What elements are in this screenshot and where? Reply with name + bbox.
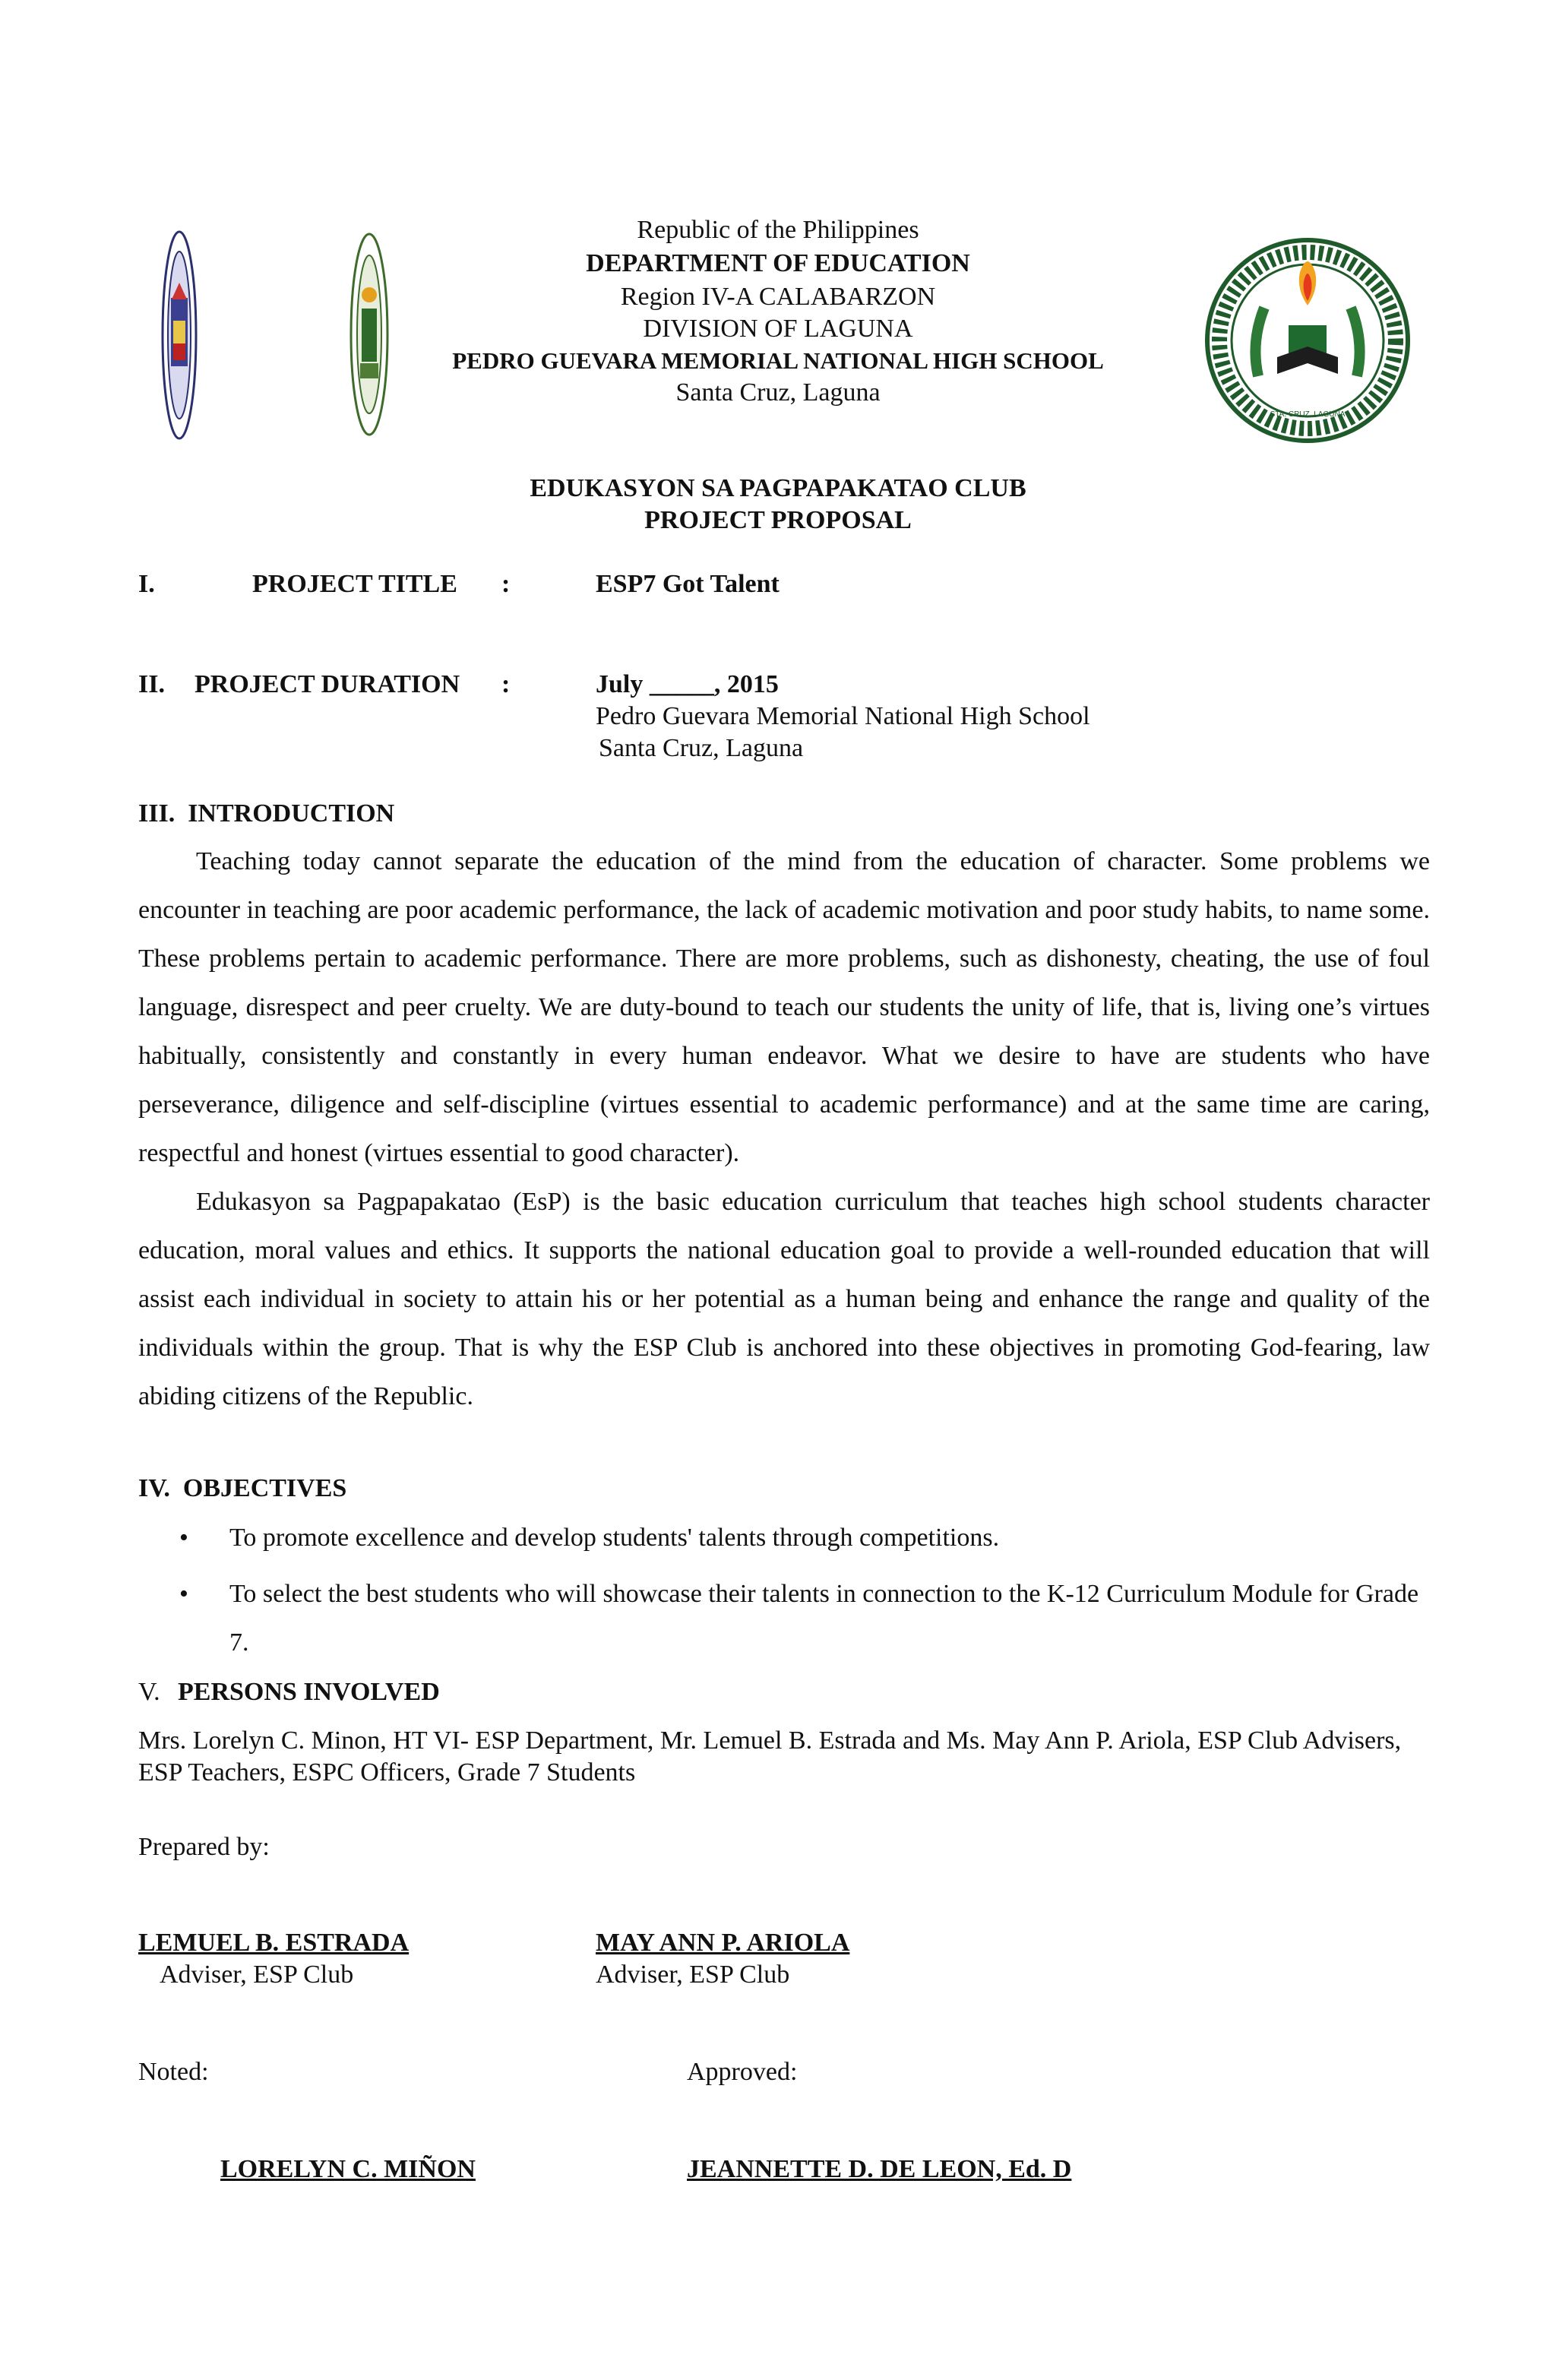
- header-department: DEPARTMENT OF EDUCATION: [586, 249, 970, 277]
- section-5-number: V.: [138, 1678, 160, 1706]
- objective-text: To select the best students who will showcase their talents in connection to the K-12 Curriculum Module for Grade 7.: [229, 1580, 1419, 1657]
- persons-involved-heading: PERSONS INVOLVED: [178, 1678, 440, 1706]
- noted-label: Noted:: [138, 2058, 209, 2086]
- header-region: Region IV-A CALABARZON: [620, 283, 936, 311]
- header-location: Santa Cruz, Laguna: [675, 378, 881, 407]
- bullet-icon: •: [179, 1580, 188, 1608]
- introduction-heading: III. INTRODUCTION: [138, 799, 395, 828]
- duration-location: Santa Cruz, Laguna: [599, 734, 804, 762]
- signatory-estrada-name: LEMUEL B. ESTRADA: [138, 1929, 410, 1957]
- header-republic: Republic of the Philippines: [637, 216, 919, 244]
- signatory-estrada-role: Adviser, ESP Club: [160, 1961, 354, 1989]
- project-duration-value: July _____, 2015: [596, 670, 779, 698]
- introduction-body: [138, 837, 1430, 1421]
- section-1-number: I.: [138, 570, 155, 598]
- introduction-paragraph-1: Teaching today cannot separate the education of the mind from the education of character. Some problems we encounter in teaching are poor academic performance, the lack of academic motivation and poor study habits, to name some. These problems pertain to academic performance. There are more problems, such as dishonesty, cheating, the use of foul language, disrespect and peer cruelty. We are duty-bound to teach our students the unity of life, that is, living one’s virtues habitually, consistently and constantly in every human endeavor. What we desire to have are students who have perseverance, diligence and self-discipline (virtues essential to academic performance) and at the same time are caring, respectful and honest (virtues essential to good character).: [138, 847, 1430, 1167]
- section-1-colon: :: [501, 570, 511, 598]
- signatory-deleon-name: JEANNETTE D. DE LEON, Ed. D: [687, 2155, 1072, 2183]
- prepared-by-label: Prepared by:: [138, 1833, 270, 1861]
- signatory-minon-name: LORELYN C. MIÑON: [220, 2155, 476, 2183]
- signatory-ariola-name: MAY ANN P. ARIOLA: [596, 1929, 850, 1957]
- objective-item: [138, 1570, 1430, 1667]
- section-2-number: II.: [138, 670, 165, 698]
- header-division: DIVISION OF LAGUNA: [643, 315, 913, 343]
- section-2-label: PROJECT DURATION: [194, 670, 460, 698]
- club-title: EDUKASYON SA PAGPAPAKATAO CLUB: [530, 474, 1026, 502]
- section-1-label: PROJECT TITLE: [252, 570, 457, 598]
- persons-involved-text: Mrs. Lorelyn C. Minon, HT VI- ESP Department, Mr. Lemuel B. Estrada and Ms. May Ann P. Ariola, ESP Club Advisers, ESP Teachers, ESPC Officers, Grade 7 Students: [138, 1726, 1402, 1787]
- seal-bottom-text: STA. CRUZ, LAGUNA: [1270, 410, 1346, 419]
- approved-label: Approved:: [687, 2058, 798, 2086]
- objectives-list: [138, 1514, 1430, 1667]
- objectives-heading: IV. OBJECTIVES: [138, 1474, 347, 1502]
- objective-item: [138, 1514, 1430, 1562]
- objective-text: To promote excellence and develop students' talents through competitions.: [229, 1524, 1000, 1552]
- project-title-value: ESP7 Got Talent: [596, 570, 780, 598]
- introduction-paragraph-2: Edukasyon sa Pagpapakatao (EsP) is the basic education curriculum that teaches high school students character education, moral values and ethics. It supports the national education goal to provide a well-rounded education that will assist each individual in society to attain his or her potential as a human being and enhance the range and quality of the individuals within the group. That is why the ESP Club is anchored into these objectives in promoting God-fearing, law abiding citizens of the Republic.: [138, 1188, 1430, 1410]
- section-2-colon: :: [501, 670, 511, 698]
- header-school: PEDRO GUEVARA MEMORIAL NATIONAL HIGH SCHOOL: [452, 347, 1104, 374]
- bullet-icon: •: [179, 1524, 188, 1552]
- duration-venue: Pedro Guevara Memorial National High School: [596, 702, 1090, 730]
- proposal-title: PROJECT PROPOSAL: [644, 506, 912, 534]
- signatory-ariola-role: Adviser, ESP Club: [596, 1961, 790, 1989]
